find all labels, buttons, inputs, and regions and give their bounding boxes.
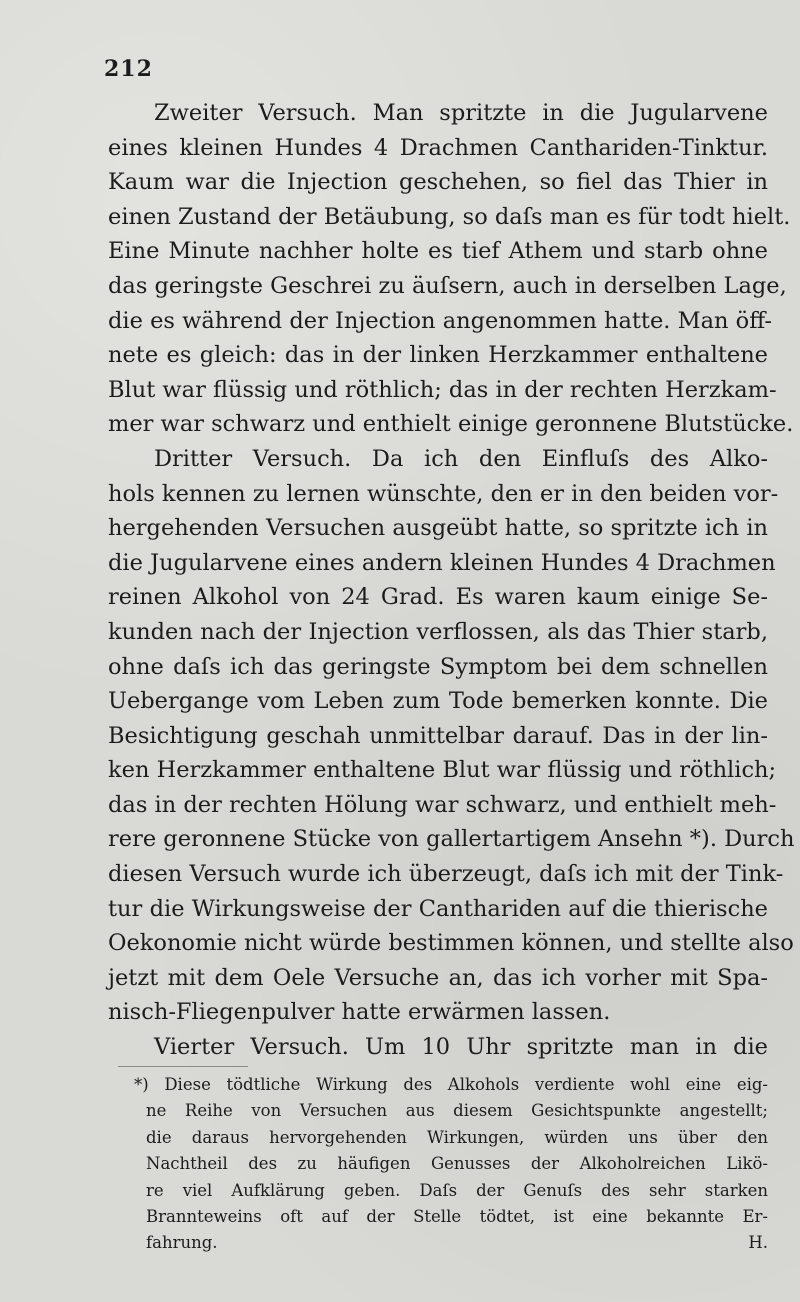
text-line-20: ken Herzkammer enthaltene Blut war flüssig und röthlich;: [108, 757, 777, 784]
footnote: [134, 1072, 768, 1257]
text-line-3: Kaum war die Injection geschehen, so fiel das Thier in: [108, 169, 768, 196]
text-line-4: einen Zustand der Betäubung, so daſs man es für todt hielt.: [108, 203, 791, 230]
text-line-25: Oekonomie nicht würde bestimmen können, und stellte also: [108, 930, 794, 957]
text-line-5: Eine Minute nachher holte es tief Athem und starb ohne: [108, 238, 768, 265]
footnote-line-3: die daraus hervorgehenden Wirkungen, würden uns über den: [146, 1127, 768, 1147]
text-line-7: die es während der Injection angenommen hatte. Man öff-: [108, 307, 773, 334]
text-line-22: rere geronnene Stücke von gallertartigem Ansehn *). Durch: [108, 826, 795, 853]
text-line-21: das in der rechten Hölung war schwarz, und enthielt meh-: [108, 791, 777, 818]
text-line-13: hergehenden Versuchen ausgeübt hatte, so spritzte ich in: [108, 515, 768, 542]
text-line-17: ohne daſs ich das geringste Symptom bei dem schnellen: [108, 653, 768, 680]
footnote-line-5: re viel Aufklärung geben. Daſs der Genuſs des sehr starken: [146, 1180, 768, 1200]
text-line-18: Uebergange vom Leben zum Tode bemerken konnte. Die: [108, 688, 768, 715]
text-line-2: eines kleinen Hundes 4 Drachmen Canthariden-Tinktur.: [108, 134, 768, 161]
text-line-11: Dritter Versuch. Da ich den Einfluſs des Alko-: [154, 445, 768, 472]
text-line-9: Blut war flüssig und röthlich; das in der rechten Herzkam-: [108, 376, 777, 403]
footnote-divider: [118, 1066, 248, 1067]
text-line-15: reinen Alkohol von 24 Grad. Es waren kaum einige Se-: [108, 584, 768, 611]
text-line-26: jetzt mit dem Oele Versuche an, das ich vorher mit Spa-: [108, 964, 768, 991]
text-line-12: hols kennen zu lernen wünschte, den er in den beiden vor-: [108, 480, 779, 507]
text-line-6: das geringste Geschrei zu äuſsern, auch in derselben Lage,: [108, 272, 787, 299]
page-number: 212: [104, 56, 153, 82]
footnote-line-1: *) Diese tödtliche Wirkung des Alkohols verdiente wohl eine eig-: [134, 1075, 768, 1094]
text-line-16: kunden nach der Injection verflossen, als das Thier starb,: [108, 618, 768, 645]
text-line-14: die Jugularvene eines andern kleinen Hundes 4 Drachmen: [108, 549, 776, 576]
text-line-28: Vierter Versuch. Um 10 Uhr spritzte man in die: [154, 1034, 768, 1061]
footnote-line-4: Nachtheil des zu häufigen Genusses der Alkoholreichen Likö-: [146, 1154, 768, 1174]
text-line-19: Besichtigung geschah unmittelbar darauf. Das in der lin-: [108, 722, 768, 749]
footnote-line-7: fahrung. H.: [146, 1233, 768, 1253]
text-line-8: nete es gleich: das in der linken Herzkammer enthaltene: [108, 342, 768, 369]
text-line-24: tur die Wirkungsweise der Canthariden auf die thierische: [108, 895, 768, 922]
footnote-line-6: Brannteweins oft auf der Stelle tödtet, ist eine bekannte Er-: [146, 1206, 768, 1226]
text-line-10: mer war schwarz und enthielt einige geronnene Blutstücke.: [108, 411, 794, 438]
text-line-23: diesen Versuch wurde ich überzeugt, daſs ich mit der Tink-: [108, 861, 784, 888]
text-line-27: nisch-Fliegenpulver hatte erwärmen lassen.: [108, 999, 611, 1026]
text-line-1: Zweiter Versuch. Man spritzte in die Jugularvene: [154, 100, 768, 126]
footnote-line-2: ne Reihe von Versuchen aus diesem Gesichtspunkte angestellt;: [146, 1101, 768, 1121]
body-text: [108, 96, 795, 1065]
